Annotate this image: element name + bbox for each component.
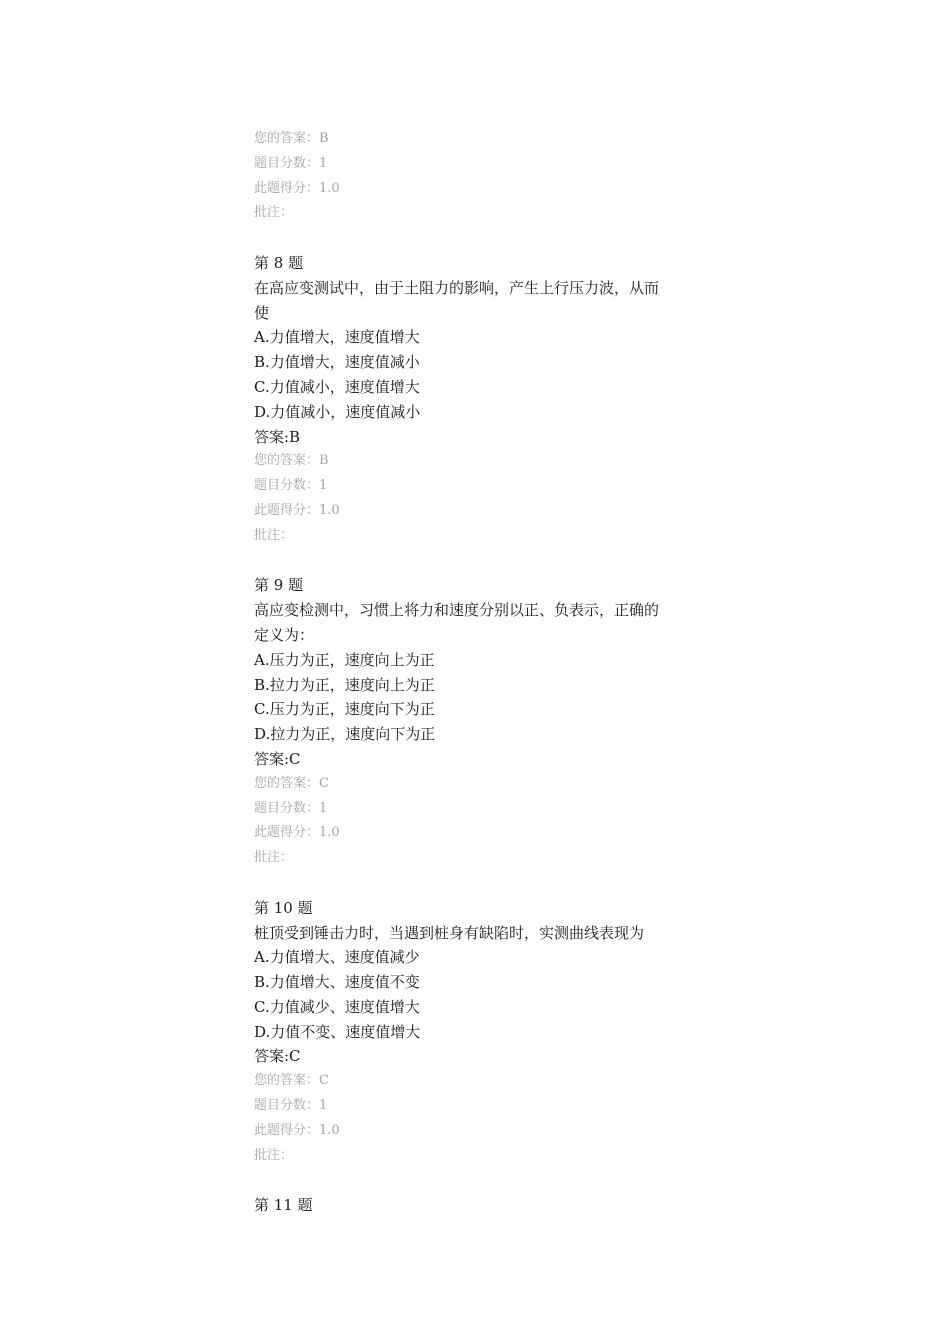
your-answer: 您的答案：B [254,131,329,146]
question-11 [254,1193,694,1218]
correct-answer: 答案:C [254,749,301,768]
earned-score: 此题得分：1.0 [254,825,340,841]
earned-score: 此题得分：1.0 [254,1122,340,1138]
option-c: C.力值减小，速度值增大 [254,377,420,396]
question-10 [254,896,694,1169]
question-8 [254,251,694,549]
comment: 批注： [254,205,294,221]
question-score: 题目分数：1 [254,155,328,171]
question-heading: 第 8 题 [254,253,304,272]
earned-score: 此题得分：1.0 [254,180,340,196]
option-c: C.压力为正，速度向下为正 [254,700,435,719]
question-heading: 第 10 题 [254,898,313,917]
option-b: B.拉力为正，速度向上为正 [254,675,435,694]
option-a: A.压力为正，速度向上为正 [254,650,435,669]
earned-score: 此题得分：1.0 [254,502,340,518]
previous-question-result [254,127,694,226]
question-heading: 第 9 题 [254,576,304,595]
option-d: D.力值减小，速度值减小 [254,402,421,421]
spacer [254,1168,694,1193]
option-d: D.力值不变、速度值增大 [254,1022,421,1041]
question-score: 题目分数：1 [254,1098,328,1114]
option-d: D.拉力为正，速度向下为正 [254,725,436,744]
question-score: 题目分数：1 [254,478,328,494]
exam-results-document [254,127,694,1218]
option-b: B.力值增大、速度值不变 [254,973,420,992]
spacer [254,871,694,896]
comment: 批注： [254,527,294,543]
question-stem-line: 高应变检测中，习惯上将力和速度分别以正、负表示，正确的 [254,601,660,620]
comment: 批注： [254,850,294,866]
question-9 [254,573,694,871]
your-answer: 您的答案：B [254,453,329,469]
question-stem-line: 桩顶受到锤击力时，当遇到桩身有缺陷时，实测曲线表现为 [254,923,645,942]
correct-answer: 答案:B [254,427,301,446]
your-answer: 您的答案：C [254,1073,329,1089]
comment: 批注： [254,1147,294,1163]
option-b: B.力值增大，速度值减小 [254,353,420,372]
your-answer: 您的答案：C [254,775,329,791]
question-score: 题目分数：1 [254,800,328,816]
question-heading: 第 11 题 [254,1196,313,1215]
option-a: A.力值增大、速度值减少 [254,948,420,967]
option-a: A.力值增大，速度值增大 [254,328,420,347]
spacer [254,549,694,574]
spacer [254,226,694,251]
question-stem-line: 定义为： [254,625,315,644]
question-stem-line: 使 [254,303,270,322]
question-stem-line: 在高应变测试中，由于土阻力的影响，产生上行压力波，从而 [254,278,660,297]
correct-answer: 答案:C [254,1047,301,1066]
option-c: C.力值减少、速度值增大 [254,997,420,1016]
